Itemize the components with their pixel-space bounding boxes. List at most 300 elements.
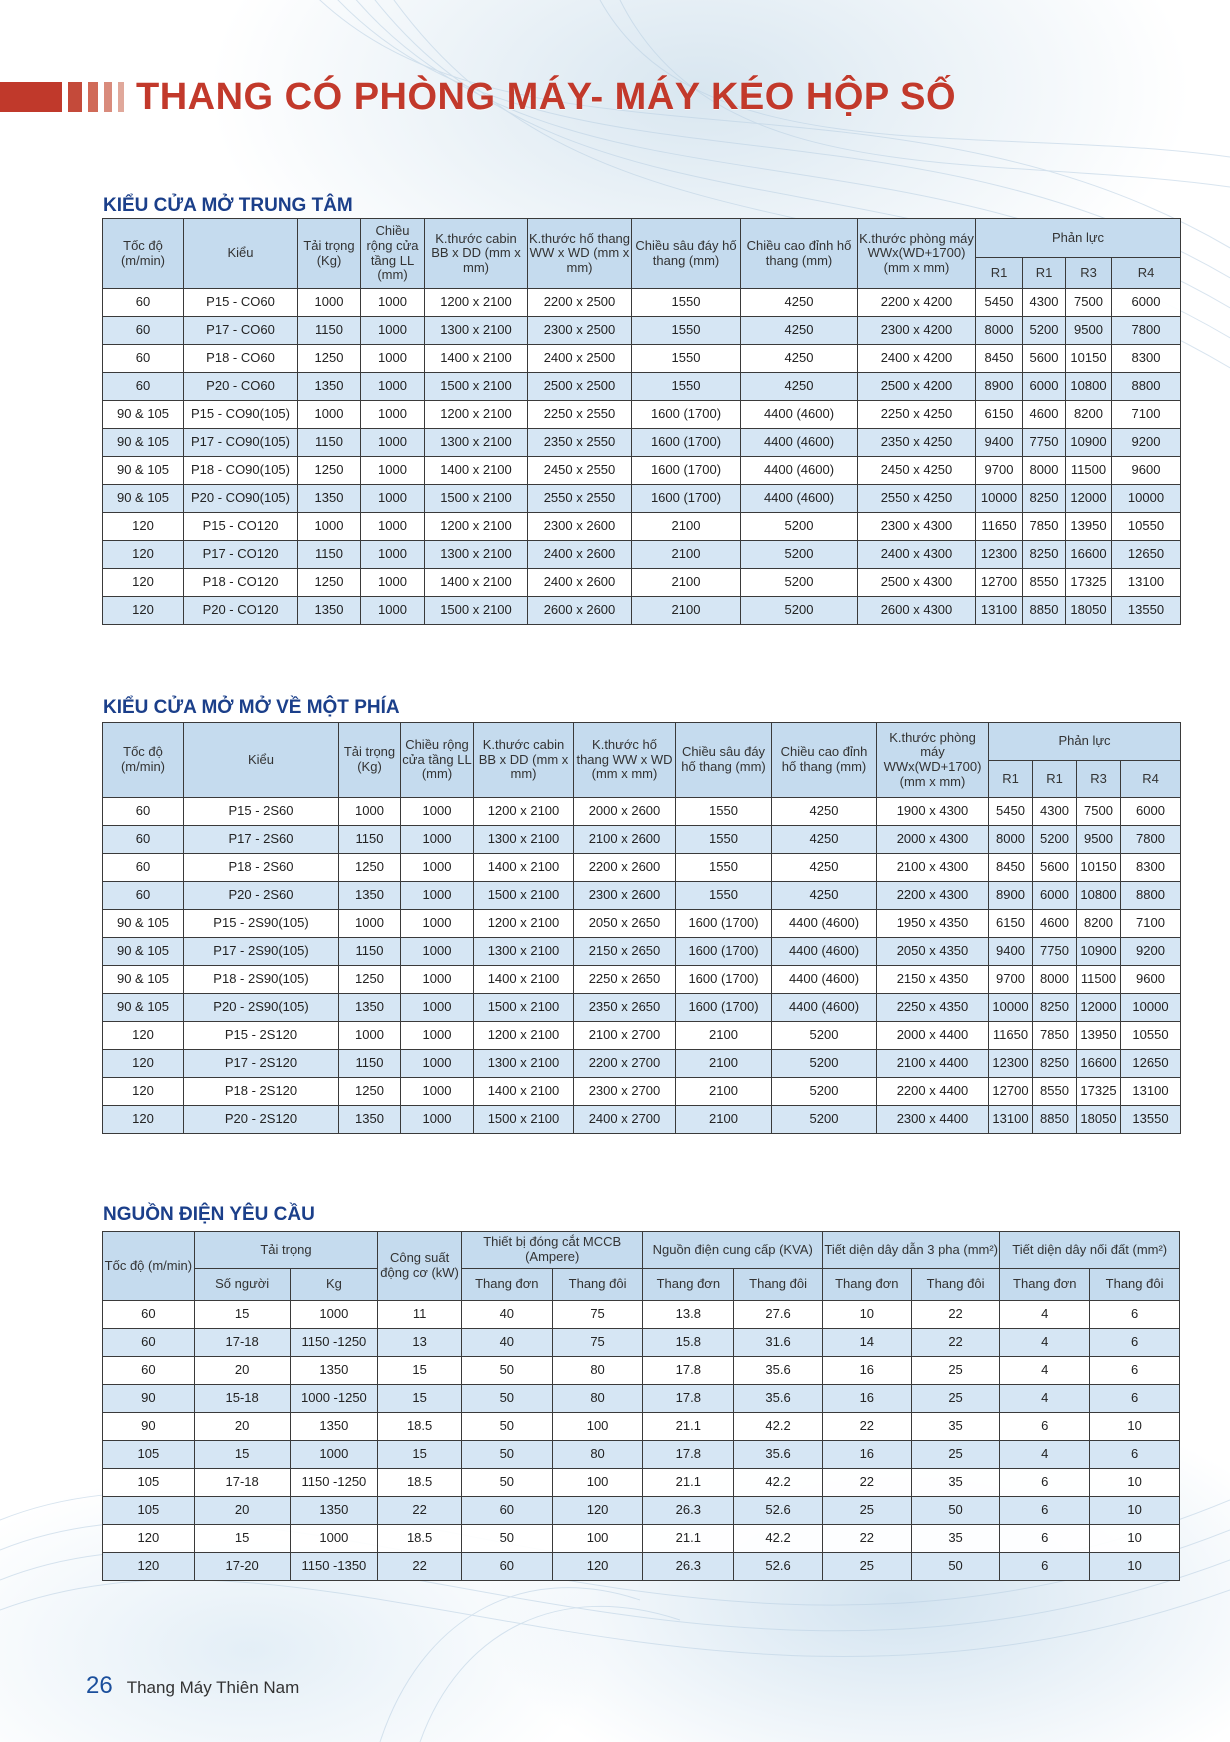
table-cell: 4400 (4600) xyxy=(741,457,858,485)
table-cell: 5600 xyxy=(1033,854,1077,882)
header-reaction: Phản lực xyxy=(976,219,1181,258)
table-cell: 9400 xyxy=(976,429,1023,457)
table-cell: 22 xyxy=(822,1525,911,1553)
table-cell: 12700 xyxy=(989,1078,1033,1106)
table-cell: 2500 x 4300 xyxy=(858,569,976,597)
table-cell: 35.6 xyxy=(734,1357,823,1385)
table-row xyxy=(103,457,1181,485)
header-wire-3phase: Tiết diện dây dẫn 3 pha (mm²) xyxy=(822,1232,999,1269)
table-cell: 1000 xyxy=(290,1301,378,1329)
table-cell: P18 - 2S90(105) xyxy=(184,966,339,994)
table-cell: 4250 xyxy=(741,345,858,373)
table-cell: 2100 xyxy=(676,1050,772,1078)
table-cell: 13.8 xyxy=(643,1301,734,1329)
table-row xyxy=(103,317,1181,345)
table-cell: 25 xyxy=(911,1441,1000,1469)
table-cell: 1350 xyxy=(339,1106,401,1134)
brand-name: Thang Máy Thiên Nam xyxy=(126,1678,300,1697)
table-cell: 1150 xyxy=(298,541,361,569)
table-cell: 1550 xyxy=(632,373,741,401)
table-cell: 2250 x 4350 xyxy=(877,994,989,1022)
table-cell: 4400 (4600) xyxy=(772,994,877,1022)
header-motor-power: Công suất động cơ (kW) xyxy=(378,1232,462,1301)
table-cell: 1400 x 2100 xyxy=(425,457,528,485)
table-cell: 2300 x 4200 xyxy=(858,317,976,345)
center-opening-table xyxy=(102,218,1181,625)
table-cell: 8000 xyxy=(1023,457,1066,485)
table-cell: 1400 x 2100 xyxy=(474,966,574,994)
table-cell: 1000 xyxy=(401,882,474,910)
table-cell: 9500 xyxy=(1066,317,1112,345)
table-cell: 4400 (4600) xyxy=(741,401,858,429)
table-cell: 18.5 xyxy=(378,1413,462,1441)
table-cell: P20 - 2S120 xyxy=(184,1106,339,1134)
header-model: Kiểu xyxy=(184,723,339,798)
table-cell: 20 xyxy=(194,1497,290,1525)
table-cell: 90 & 105 xyxy=(103,401,184,429)
header-double: Thang đôi xyxy=(734,1269,823,1301)
table-cell: 5200 xyxy=(741,541,858,569)
table-cell: 1500 x 2100 xyxy=(474,882,574,910)
table-cell: 50 xyxy=(461,1441,552,1469)
table-cell: 15-18 xyxy=(194,1385,290,1413)
table-cell: 13100 xyxy=(989,1106,1033,1134)
table-cell: 1150 -1250 xyxy=(290,1469,378,1497)
table-cell: 5200 xyxy=(772,1050,877,1078)
table-cell: 15 xyxy=(194,1301,290,1329)
table-cell: 25 xyxy=(822,1553,911,1581)
table-cell: 10900 xyxy=(1066,429,1112,457)
table-cell: 2050 x 4350 xyxy=(877,938,989,966)
table-cell: 8450 xyxy=(989,854,1033,882)
table-cell: 8300 xyxy=(1121,854,1181,882)
table-cell: 1350 xyxy=(290,1497,378,1525)
table-cell: 17325 xyxy=(1066,569,1112,597)
table-cell: 1000 xyxy=(401,826,474,854)
table-cell: 2100 x 2700 xyxy=(574,1022,676,1050)
table-cell: 1250 xyxy=(339,854,401,882)
table-row xyxy=(103,289,1181,317)
table-cell: 25 xyxy=(822,1497,911,1525)
table-cell: 4400 (4600) xyxy=(772,938,877,966)
table-cell: 1250 xyxy=(298,345,361,373)
table-cell: 35.6 xyxy=(734,1441,823,1469)
table-cell: 100 xyxy=(552,1469,643,1497)
table-cell: 9700 xyxy=(989,966,1033,994)
table-cell: 1000 xyxy=(298,401,361,429)
table-row xyxy=(103,882,1181,910)
table-cell: 13550 xyxy=(1121,1106,1181,1134)
table-cell: 5200 xyxy=(741,569,858,597)
section-heading: KIỂU CỬA MỞ TRUNG TÂM xyxy=(103,195,353,216)
table-row xyxy=(103,1413,1180,1441)
table-row xyxy=(103,1022,1181,1050)
table-cell: 60 xyxy=(103,373,184,401)
table-cell: P18 - 2S60 xyxy=(184,854,339,882)
table-cell: 40 xyxy=(461,1329,552,1357)
table-cell: 50 xyxy=(461,1385,552,1413)
table-cell: 18.5 xyxy=(378,1469,462,1497)
table-cell: 13550 xyxy=(1112,597,1181,625)
table-cell: 17-18 xyxy=(194,1469,290,1497)
table-cell: 4250 xyxy=(741,373,858,401)
table-cell: 2100 xyxy=(632,541,741,569)
table-cell: 1000 xyxy=(298,513,361,541)
table-cell: 7500 xyxy=(1066,289,1112,317)
table-cell: 2600 x 4300 xyxy=(858,597,976,625)
table-cell: 1600 (1700) xyxy=(632,485,741,513)
table-cell: 2500 x 2500 xyxy=(528,373,632,401)
table-cell: 16 xyxy=(822,1357,911,1385)
table-cell: P17 - CO120 xyxy=(184,541,298,569)
table-row xyxy=(103,798,1181,826)
table-cell: 22 xyxy=(822,1413,911,1441)
table-cell: 8200 xyxy=(1066,401,1112,429)
table-cell: 11 xyxy=(378,1301,462,1329)
table-cell: 1000 xyxy=(298,289,361,317)
table-cell: 1300 x 2100 xyxy=(425,317,528,345)
header-overhead: Chiều cao đỉnh hố thang (mm) xyxy=(772,723,877,798)
title-decor-block xyxy=(104,82,112,112)
table-cell: 2550 x 4250 xyxy=(858,485,976,513)
table-cell: 5600 xyxy=(1023,345,1066,373)
table-row xyxy=(103,1497,1180,1525)
table-row xyxy=(103,1329,1180,1357)
table-cell: 1000 xyxy=(401,798,474,826)
header-r1: R1 xyxy=(976,258,1023,289)
table-cell: 1000 xyxy=(290,1525,378,1553)
table-cell: 12300 xyxy=(989,1050,1033,1078)
table-row xyxy=(103,1078,1181,1106)
header-pit-depth: Chiều sâu đáy hố thang (mm) xyxy=(632,219,741,289)
table-cell: 120 xyxy=(103,597,184,625)
table-cell: 4250 xyxy=(772,798,877,826)
table-cell: 6000 xyxy=(1023,373,1066,401)
table-cell: 120 xyxy=(103,1078,184,1106)
table-cell: 1150 xyxy=(339,826,401,854)
table-cell: P20 - CO90(105) xyxy=(184,485,298,513)
table-cell: 105 xyxy=(103,1497,195,1525)
table-cell: 10 xyxy=(1090,1525,1180,1553)
table-cell: 26.3 xyxy=(643,1553,734,1581)
table-cell: 10550 xyxy=(1112,513,1181,541)
table-cell: P18 - 2S120 xyxy=(184,1078,339,1106)
table-cell: 2000 x 2600 xyxy=(574,798,676,826)
table-cell: 7800 xyxy=(1121,826,1181,854)
table-cell: 60 xyxy=(103,345,184,373)
table-cell: 1500 x 2100 xyxy=(474,994,574,1022)
table-cell: 4 xyxy=(1000,1441,1090,1469)
table-cell: 2000 x 4400 xyxy=(877,1022,989,1050)
table-cell: 1150 -1350 xyxy=(290,1553,378,1581)
table-cell: 2200 x 2600 xyxy=(574,854,676,882)
table-cell: 9500 xyxy=(1077,826,1121,854)
table-cell: 5200 xyxy=(1033,826,1077,854)
page-title: THANG CÓ PHÒNG MÁY- MÁY KÉO HỘP SỐ xyxy=(136,75,957,118)
table-cell: 90 xyxy=(103,1385,195,1413)
table-cell: 50 xyxy=(461,1357,552,1385)
table-cell: 4250 xyxy=(741,317,858,345)
table-cell: P17 - 2S120 xyxy=(184,1050,339,1078)
table-cell: 7500 xyxy=(1077,798,1121,826)
table-cell: 6 xyxy=(1090,1301,1180,1329)
table-row xyxy=(103,485,1181,513)
table-cell: 1000 xyxy=(339,1022,401,1050)
table-cell: 2450 x 2550 xyxy=(528,457,632,485)
table-cell: 5450 xyxy=(989,798,1033,826)
table-cell: 105 xyxy=(103,1469,195,1497)
table-cell: 6 xyxy=(1090,1385,1180,1413)
table-cell: 50 xyxy=(461,1525,552,1553)
table-cell: 1150 xyxy=(298,317,361,345)
table-cell: 10000 xyxy=(989,994,1033,1022)
table-cell: 60 xyxy=(103,1329,195,1357)
table-cell: 4400 (4600) xyxy=(741,485,858,513)
table-row xyxy=(103,910,1181,938)
table-cell: 1250 xyxy=(339,1078,401,1106)
table-cell: 42.2 xyxy=(734,1525,823,1553)
table-cell: 25 xyxy=(911,1385,1000,1413)
header-r4: R4 xyxy=(1112,258,1181,289)
table-cell: 6 xyxy=(1000,1413,1090,1441)
table-cell: 1200 x 2100 xyxy=(425,289,528,317)
table-cell: 1000 xyxy=(401,1106,474,1134)
table-cell: 6150 xyxy=(989,910,1033,938)
table-cell: 1150 xyxy=(339,938,401,966)
table-cell: 42.2 xyxy=(734,1413,823,1441)
table-cell: 17.8 xyxy=(643,1441,734,1469)
table-cell: 13950 xyxy=(1077,1022,1121,1050)
title-decor-block xyxy=(68,82,82,112)
table-cell: 1000 xyxy=(401,1022,474,1050)
header-r1: R1 xyxy=(989,761,1033,798)
table-cell: 1550 xyxy=(676,882,772,910)
header-r2: R1 xyxy=(1023,258,1066,289)
table-cell: 8000 xyxy=(1033,966,1077,994)
table-row xyxy=(103,401,1181,429)
table-cell: 1400 x 2100 xyxy=(474,1078,574,1106)
table-cell: P20 - 2S60 xyxy=(184,882,339,910)
table-cell: 8250 xyxy=(1033,994,1077,1022)
table-cell: 20 xyxy=(194,1413,290,1441)
table-cell: 1000 xyxy=(361,373,425,401)
table-cell: 8850 xyxy=(1033,1106,1077,1134)
header-machine-room: K.thước phòng máy WWx(WD+1700) (mm x mm) xyxy=(877,723,989,798)
table-cell: 16600 xyxy=(1066,541,1112,569)
table-cell: 2300 x 2700 xyxy=(574,1078,676,1106)
table-cell: 8800 xyxy=(1121,882,1181,910)
header-r3: R3 xyxy=(1077,761,1121,798)
table-cell: 15 xyxy=(194,1441,290,1469)
table-cell: 1000 xyxy=(401,966,474,994)
table-cell: 2100 x 4300 xyxy=(877,854,989,882)
header-cabin-size: K.thước cabin BB x DD (mm x mm) xyxy=(474,723,574,798)
table-cell: 8800 xyxy=(1112,373,1181,401)
table-cell: 10800 xyxy=(1066,373,1112,401)
table-row xyxy=(103,826,1181,854)
table-cell: 22 xyxy=(911,1301,1000,1329)
table-cell: 120 xyxy=(552,1553,643,1581)
header-overhead: Chiều cao đỉnh hố thang (mm) xyxy=(741,219,858,289)
table-row xyxy=(103,1525,1180,1553)
table-row xyxy=(103,597,1181,625)
table-cell: 7800 xyxy=(1112,317,1181,345)
table-cell: 2500 x 4200 xyxy=(858,373,976,401)
table-cell: 4250 xyxy=(741,289,858,317)
table-cell: 5200 xyxy=(772,1106,877,1134)
header-r3: R3 xyxy=(1066,258,1112,289)
table-cell: 5200 xyxy=(1023,317,1066,345)
table-cell: 1600 (1700) xyxy=(676,994,772,1022)
table-cell: 4 xyxy=(1000,1301,1090,1329)
table-cell: 105 xyxy=(103,1441,195,1469)
table-cell: 120 xyxy=(103,541,184,569)
table-cell: 42.2 xyxy=(734,1469,823,1497)
table-cell: 1500 x 2100 xyxy=(425,485,528,513)
page-footer xyxy=(86,1672,299,1700)
table-cell: 7750 xyxy=(1023,429,1066,457)
table-row xyxy=(103,1553,1180,1581)
table-cell: 100 xyxy=(552,1525,643,1553)
header-double: Thang đôi xyxy=(911,1269,1000,1301)
table-cell: 60 xyxy=(103,798,184,826)
table-cell: P15 - 2S90(105) xyxy=(184,910,339,938)
table-cell: 1250 xyxy=(298,457,361,485)
table-cell: 90 & 105 xyxy=(103,994,184,1022)
table-row xyxy=(103,1469,1180,1497)
header-speed: Tốc độ (m/min) xyxy=(103,723,184,798)
table-cell: 11650 xyxy=(989,1022,1033,1050)
table-cell: 2200 x 4200 xyxy=(858,289,976,317)
table-cell: 2100 xyxy=(676,1106,772,1134)
table-cell: 8250 xyxy=(1023,485,1066,513)
table-cell: 1600 (1700) xyxy=(632,457,741,485)
table-cell: 35 xyxy=(911,1413,1000,1441)
table-cell: 120 xyxy=(103,513,184,541)
header-kg: Kg xyxy=(290,1269,378,1301)
table-cell: 35.6 xyxy=(734,1385,823,1413)
header-door-width: Chiều rộng cửa tầng LL (mm) xyxy=(361,219,425,289)
table-cell: 4 xyxy=(1000,1385,1090,1413)
table-cell: 1000 xyxy=(401,910,474,938)
table-cell: 1550 xyxy=(632,289,741,317)
table-cell: 90 & 105 xyxy=(103,457,184,485)
table-cell: 22 xyxy=(911,1329,1000,1357)
table-cell: 90 & 105 xyxy=(103,429,184,457)
table-cell: 75 xyxy=(552,1329,643,1357)
header-load: Tải trọng (Kg) xyxy=(339,723,401,798)
table-cell: 1550 xyxy=(632,317,741,345)
table-cell: 52.6 xyxy=(734,1553,823,1581)
table-cell: 120 xyxy=(103,1525,195,1553)
table-cell: 15 xyxy=(378,1441,462,1469)
table-cell: 11500 xyxy=(1066,457,1112,485)
table-cell: 2400 x 4200 xyxy=(858,345,976,373)
table-cell: 5450 xyxy=(976,289,1023,317)
table-cell: P17 - 2S60 xyxy=(184,826,339,854)
table-cell: 1550 xyxy=(676,854,772,882)
table-cell: 13 xyxy=(378,1329,462,1357)
table-cell: 31.6 xyxy=(734,1329,823,1357)
table-cell: 4 xyxy=(1000,1329,1090,1357)
table-cell: 1600 (1700) xyxy=(676,938,772,966)
table-cell: 18.5 xyxy=(378,1525,462,1553)
table-cell: 1000 xyxy=(361,485,425,513)
table-cell: 90 & 105 xyxy=(103,910,184,938)
table-cell: 2100 x 4400 xyxy=(877,1050,989,1078)
header-shaft-size: K.thước hố thang WW x WD (mm x mm) xyxy=(574,723,676,798)
table-cell: 2000 x 4300 xyxy=(877,826,989,854)
table-cell: 4 xyxy=(1000,1357,1090,1385)
table-cell: 2100 xyxy=(676,1022,772,1050)
table-cell: 15 xyxy=(194,1525,290,1553)
table-cell: 120 xyxy=(103,1022,184,1050)
table-cell: 50 xyxy=(911,1497,1000,1525)
table-cell: 60 xyxy=(103,882,184,910)
table-cell: 10000 xyxy=(1121,994,1181,1022)
table-cell: 2200 x 2500 xyxy=(528,289,632,317)
table-cell: 8450 xyxy=(976,345,1023,373)
table-cell: 12650 xyxy=(1121,1050,1181,1078)
section-heading: KIỂU CỬA MỞ MỞ VỀ MỘT PHÍA xyxy=(103,697,400,718)
table-row xyxy=(103,345,1181,373)
table-cell: 6150 xyxy=(976,401,1023,429)
table-cell: 21.1 xyxy=(643,1525,734,1553)
table-cell: 1150 xyxy=(298,429,361,457)
table-cell: 8850 xyxy=(1023,597,1066,625)
table-cell: 2600 x 2600 xyxy=(528,597,632,625)
title-decor-block xyxy=(118,82,124,112)
table-cell: 10000 xyxy=(976,485,1023,513)
header-double: Thang đôi xyxy=(1090,1269,1180,1301)
table-cell: 2250 x 2550 xyxy=(528,401,632,429)
table-cell: 1000 xyxy=(361,513,425,541)
header-power-supply: Nguồn điện cung cấp (KVA) xyxy=(643,1232,823,1269)
table-cell: 8300 xyxy=(1112,345,1181,373)
table-cell: P17 - CO60 xyxy=(184,317,298,345)
table-cell: 1000 xyxy=(361,457,425,485)
table-row xyxy=(103,1385,1180,1413)
table-cell: 1600 (1700) xyxy=(632,401,741,429)
table-cell: 120 xyxy=(103,1553,195,1581)
table-cell: 6 xyxy=(1090,1441,1180,1469)
table-cell: 60 xyxy=(103,317,184,345)
table-cell: 1550 xyxy=(632,345,741,373)
table-cell: 8550 xyxy=(1033,1078,1077,1106)
table-cell: 11650 xyxy=(976,513,1023,541)
table-cell: 10800 xyxy=(1077,882,1121,910)
table-cell: 4300 xyxy=(1033,798,1077,826)
table-cell: P15 - CO120 xyxy=(184,513,298,541)
table-cell: 1000 xyxy=(290,1441,378,1469)
table-cell: 7850 xyxy=(1023,513,1066,541)
table-cell: 60 xyxy=(103,289,184,317)
title-decor-block xyxy=(88,82,98,112)
table-row xyxy=(103,1106,1181,1134)
table-cell: 5200 xyxy=(772,1022,877,1050)
table-cell: 12300 xyxy=(976,541,1023,569)
table-cell: 60 xyxy=(103,826,184,854)
table-cell: 52.6 xyxy=(734,1497,823,1525)
table-cell: 9200 xyxy=(1112,429,1181,457)
header-shaft-size: K.thước hố thang WW x WD (mm x mm) xyxy=(528,219,632,289)
table-cell: 90 xyxy=(103,1413,195,1441)
table-cell: 8900 xyxy=(989,882,1033,910)
table-cell: 1000 -1250 xyxy=(290,1385,378,1413)
table-cell: 2100 xyxy=(676,1078,772,1106)
table-cell: 5200 xyxy=(741,597,858,625)
table-cell: P20 - CO60 xyxy=(184,373,298,401)
